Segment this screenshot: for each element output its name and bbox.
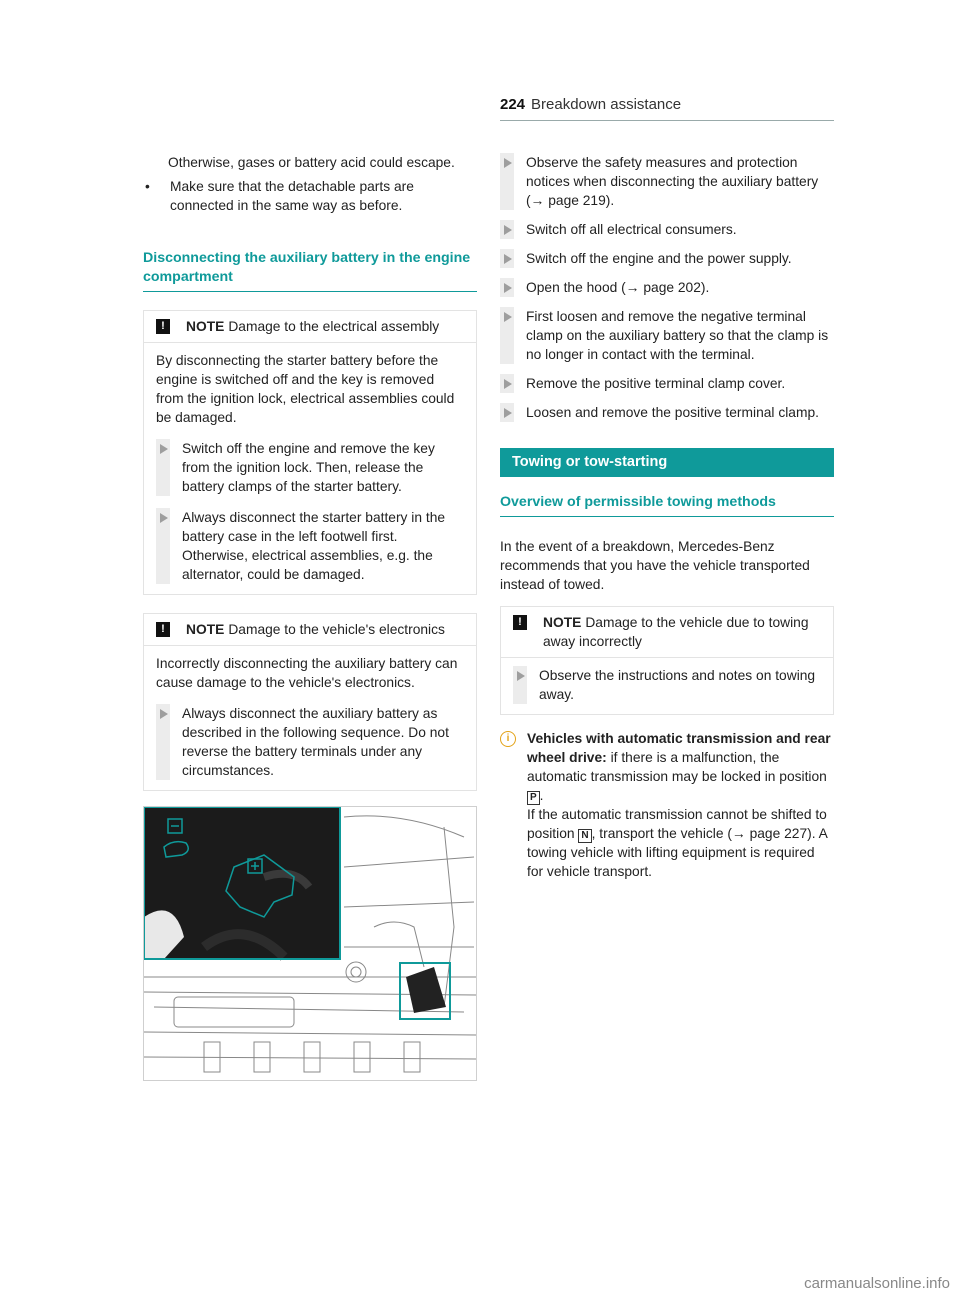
- page-header: [500, 96, 834, 121]
- warning-icon: !: [156, 622, 170, 637]
- bullet-text: Make sure that the detachable parts are connected in the same way as before.: [170, 179, 414, 213]
- step-arrow-icon: [513, 666, 527, 704]
- note-title: [186, 620, 445, 639]
- note-title: [543, 613, 823, 651]
- step-text: First loosen and remove the negative terminal clamp on the auxiliary battery so that the clamp is no longer in contact with the terminal.: [526, 309, 829, 362]
- step-arrow-icon: [500, 403, 514, 422]
- step-arrow-icon: [500, 374, 514, 393]
- battery-location-drawing: [144, 807, 476, 1080]
- step-text: Always disconnect the auxiliary battery as described in the following sequence. Do not reverse the battery terminals under any circumstances.: [182, 706, 449, 778]
- bullet-item: [143, 177, 477, 215]
- note-header: [144, 614, 476, 646]
- info-icon: i: [500, 731, 516, 747]
- right-column: [500, 153, 834, 881]
- step-arrow-icon: [156, 508, 170, 584]
- step-item: [500, 153, 834, 210]
- note-body-text: By disconnecting the starter battery before the engine is switched off and the key is removed from the ignition lock, electrical assemblies could be damaged.: [156, 353, 455, 425]
- note-body: [501, 658, 833, 714]
- note-title-text: Damage to the vehicle's electronics: [228, 622, 445, 637]
- info-part: , transport the vehicle (→ page 227). A towing vehicle with lifting equipment is required for vehicle transport.: [527, 826, 828, 879]
- step-item: [500, 374, 834, 393]
- note-title-text: Damage to the electrical assembly: [228, 319, 440, 334]
- disconnect-steps: [500, 153, 834, 422]
- info-bold: Vehicles with automatic transmission and rear wheel drive:: [527, 731, 831, 765]
- step-text: Open the hood (→ page 202).: [526, 280, 710, 295]
- info-text: [516, 729, 834, 881]
- bullet-dot-icon: •: [145, 179, 150, 194]
- engine-compartment-illustration: [143, 806, 477, 1081]
- step-arrow-icon: [500, 307, 514, 364]
- step-arrow-icon: [156, 439, 170, 496]
- continuation-text: Otherwise, gases or battery acid could escape.: [168, 155, 455, 170]
- note-header: [144, 311, 476, 343]
- step-text: Remove the positive terminal clamp cover.: [526, 376, 786, 391]
- step-text: Switch off all electrical consumers.: [526, 222, 737, 237]
- info-part: If the automatic transmission cannot be shifted to position: [527, 807, 827, 841]
- note-title: [186, 317, 439, 336]
- step-text: Switch off the engine and the power supply.: [526, 251, 792, 266]
- gear-n-symbol: N: [578, 829, 591, 843]
- section-title: Breakdown assistance: [531, 96, 682, 113]
- note-body: [144, 343, 476, 594]
- note-body: [144, 646, 476, 790]
- step-text: Loosen and remove the positive terminal clamp.: [526, 405, 819, 420]
- note-label: NOTE: [543, 615, 582, 630]
- info-part: .: [539, 788, 544, 803]
- page-number: 224: [500, 96, 526, 113]
- step-arrow-icon: [156, 704, 170, 780]
- info-part: if there is a malfunction, the automatic transmission may be locked in position: [527, 750, 827, 784]
- warning-icon: !: [156, 319, 170, 334]
- step-item: [500, 403, 834, 422]
- towing-intro-text: In the event of a breakdown, Mercedes-Benz recommends that you have the vehicle transported instead of towed.: [500, 539, 810, 592]
- note-label: NOTE: [186, 319, 225, 334]
- section-heading-disconnecting: Disconnecting the auxiliary battery in the engine compartment: [143, 249, 477, 292]
- gear-p-symbol: P: [527, 791, 540, 805]
- step-arrow-icon: [500, 249, 514, 268]
- note-towing-damage: [500, 606, 834, 715]
- step-arrow-icon: [500, 220, 514, 239]
- step-arrow-icon: [500, 153, 514, 210]
- step-item: [500, 278, 834, 297]
- step-item: [500, 307, 834, 364]
- note-vehicle-electronics: [143, 613, 477, 791]
- step-text: Always disconnect the starter battery in the battery case in the left footwell first. Otherwise, electrical assemblies, e.g. the alternator, could be damaged.: [182, 510, 446, 582]
- step-text: Observe the instructions and notes on towing away.: [539, 668, 816, 702]
- note-label: NOTE: [186, 622, 225, 637]
- step-item: [156, 508, 464, 584]
- section-banner-towing: Towing or tow-starting: [500, 448, 834, 477]
- step-item: [513, 666, 821, 704]
- note-body-text: Incorrectly disconnecting the auxiliary battery can cause damage to the vehicle's electronics.: [156, 656, 458, 690]
- step-text: Switch off the engine and remove the key from the ignition lock. Then, release the battery clamps of the starter battery.: [182, 441, 435, 494]
- left-column: [143, 153, 477, 791]
- info-automatic-transmission: [500, 729, 834, 881]
- warning-icon: !: [513, 615, 527, 630]
- note-title-text: Damage to the vehicle due to towing away incorrectly: [543, 615, 809, 649]
- step-text: Observe the safety measures and protection notices when disconnecting the auxiliary battery (→ page 219).: [526, 155, 819, 208]
- step-item: [156, 704, 464, 780]
- note-electrical-assembly: [143, 310, 477, 595]
- watermark: carmanualsonline.info: [804, 1275, 950, 1292]
- step-item: [156, 439, 464, 496]
- subheading-towing-methods: Overview of permissible towing methods: [500, 493, 834, 517]
- step-item: [500, 220, 834, 239]
- step-arrow-icon: [500, 278, 514, 297]
- step-item: [500, 249, 834, 268]
- note-header: [501, 607, 833, 658]
